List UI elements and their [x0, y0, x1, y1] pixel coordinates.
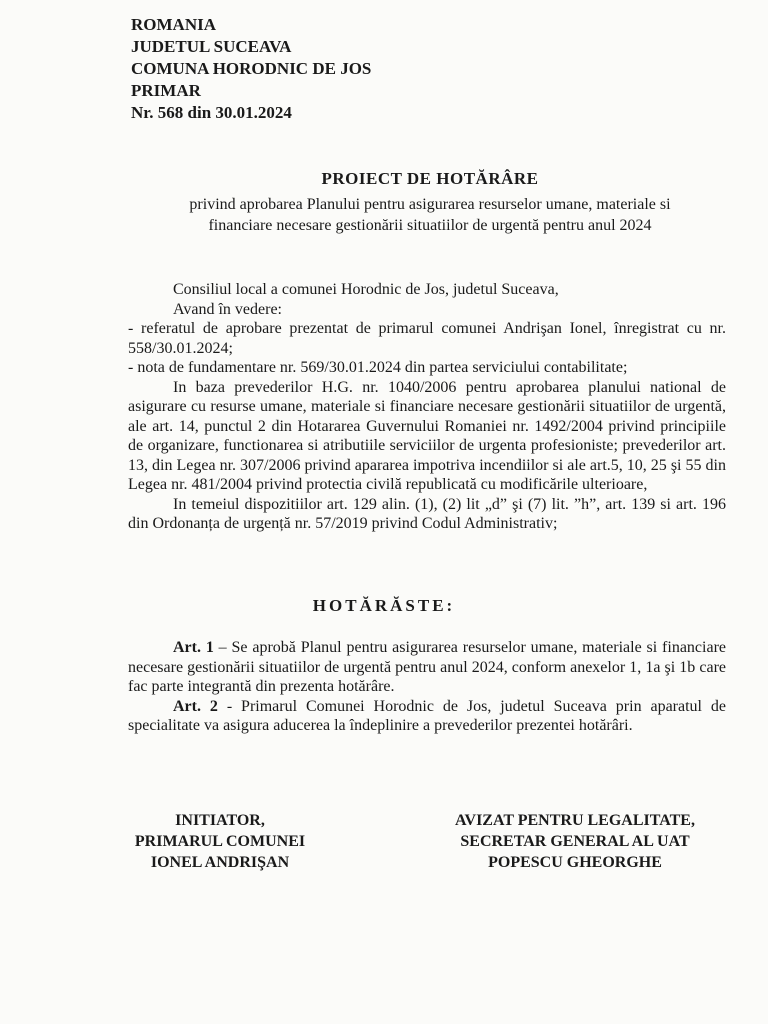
secretary-name: POPESCU GHEORGHE	[488, 854, 662, 871]
consideration-referat: - referatul de aprobare prezentat de primarul comunei Andrişan Ionel, înregistrat cu nr. 558/30.01.2024;	[128, 320, 726, 357]
title-block	[100, 168, 760, 236]
article-1	[128, 638, 726, 697]
legal-grounds-paragraph: In temeiul dispozitiilor art. 129 alin. (1), (2) lit „d” şi (7) lit. ”h”, art. 139 si art. 196 din Ordonanța de urgență nr. 57/2019 privind Codul Administrativ;	[128, 495, 726, 532]
secretary-role: SECRETAR GENERAL AL UAT	[460, 833, 690, 850]
header-reg-number: Nr. 568 din 30.01.2024	[131, 103, 292, 122]
decision-heading: HOTĂRĂSTE:	[312, 596, 456, 615]
consideration-nota: - nota de fundamentare nr. 569/30.01.2024 din partea serviciului contabilitate;	[128, 359, 628, 376]
articles-section	[128, 638, 726, 736]
header-office: PRIMAR	[131, 81, 201, 100]
council-intro: Consiliul local a comunei Horodnic de Jos, judetul Suceava,	[173, 281, 559, 298]
header-commune: COMUNA HORODNIC DE JOS	[131, 59, 372, 78]
subtitle-line-2: financiare necesare gestionării situatiilor de urgentă pentru anul 2024	[208, 217, 652, 234]
document-title: PROIECT DE HOTĂRÂRE	[321, 169, 539, 188]
article-1-text: – Se aprobă Planul pentru asigurarea resurselor umane, materiale si financiare necesare gestionării situatiilor de urgentă pentru anul 2024, conform anexelor 1, 1a şi 1b care fac parte integrantă din prezenta hotărâre.	[128, 639, 727, 695]
header-county: JUDETUL SUCEAVA	[131, 37, 292, 56]
issuer-header	[131, 14, 371, 124]
subtitle-line-1: privind aprobarea Planului pentru asigurarea resurselor umane, materiale si	[189, 196, 671, 213]
legality-signature-block	[420, 810, 730, 873]
initiator-label: INITIATOR,	[175, 812, 265, 829]
article-1-label: Art. 1	[173, 639, 214, 656]
header-country: ROMANIA	[131, 15, 216, 34]
legal-basis-paragraph: In baza prevederilor H.G. nr. 1040/2006 pentru aprobarea planului national de asigurare cu resurse umane, materiale si financiare necesare gestionării situatiilor de urgentă, ale art. 14, punctul 2 din Hotararea Guvernului Romaniei nr. 1492/2004 privind principiile de organizare, functionarea si atributiile serviciilor de urgenta profesioniste; prevederilor art. 13, din Legea nr. 307/2006 privind apararea impotriva incendiilor si ale art.5, 10, 25 şi 55 din Legea nr. 481/2004 privind protectia civilă republicată cu modificările ulterioare,	[128, 378, 726, 493]
legality-label: AVIZAT PENTRU LEGALITATE,	[455, 812, 695, 829]
initiator-role: PRIMARUL COMUNEI	[134, 833, 306, 850]
initiator-name: IONEL ANDRIŞAN	[150, 854, 290, 871]
initiator-signature-block	[110, 810, 330, 873]
having-regard: Avand în vedere:	[173, 300, 282, 318]
considerations-section	[128, 280, 726, 534]
article-2-label: Art. 2	[173, 697, 218, 715]
document-subtitle	[100, 194, 760, 236]
article-2-text: - Primarul Comunei Horodnic de Jos, judetul Suceava prin aparatul de specialitate va asigura aducerea la îndeplinire a prevederilor prezentei hotărâri.	[128, 697, 727, 734]
article-2	[128, 697, 726, 736]
